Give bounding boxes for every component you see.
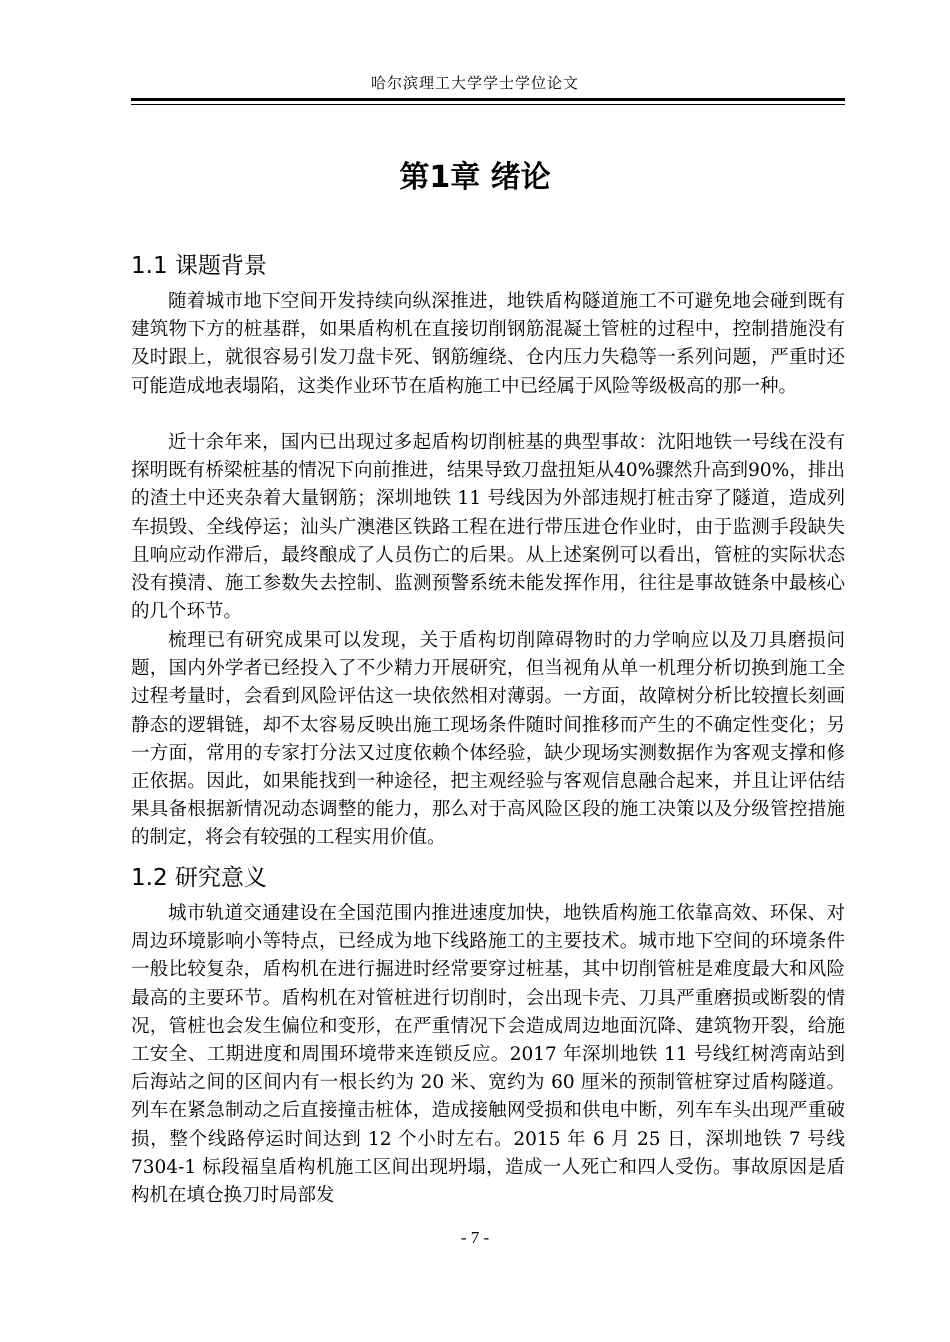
paragraph-1-1-3: 梳理已有研究成果可以发现，关于盾构切削障碍物时的力学响应以及刀具磨损问题，国内外学者已经投入了不少精力开展研究，但当视角从单一机理分析切换到施工全过程考量时，会看到风险评估这一块依然相对薄弱。一方面，故障树分析比较擅长刻画静态的逻辑链，却不太容易反映出施工现场条件随时间推移而产生的不确定性变化；另一方面，常用的专家打分法又过度依赖个体经验，缺少现场实测数据作为客观支撑和修正依据。因此，如果能找到一种途径，把主观经验与客观信息融合起来，并且让评估结果具备根据新情况动态调整的能力，那么对于高风险区段的施工决策以及分级管控措施的制定，将会有较强的工程实用价值。	[131, 630, 845, 849]
paragraph-1-1-1: 随着城市地下空间开发持续向纵深推进，地铁盾构隧道施工不可避免地会碰到既有建筑物下方的桩基群，如果盾构机在直接切削钢筋混凝土管桩的过程中，控制措施没有及时跟上，就很容易引发刀盘卡死、钢筋缠绕、仓内压力失稳等一系列问题，严重时还可能造成地表塌陷，这类作业环节在盾构施工中已经属于风险等级极高的那一种。	[131, 291, 845, 397]
header-rule-thin	[131, 104, 845, 105]
running-header: 哈尔滨理工大学学士学位论文	[370, 74, 579, 92]
paragraph-1-2-1: 城市轨道交通建设在全国范围内推进速度加快，地铁盾构施工依靠高效、环保、对周边环境影响小等特点，已经成为地下线路施工的主要技术。城市地下空间的环境条件一般比较复杂，盾构机在进行掘进时经常要穿过桩基，其中切削管桩是难度最大和风险最高的主要环节。盾构机在对管桩进行切削时，会出现卡壳、刀具严重磨损或断裂的情况，管桩也会发生偏位和变形，在严重情况下会造成周边地面沉降、建筑物开裂，给施工安全、工期进度和周围环境带来连锁反应。2017 年深圳地铁 11 号线红树湾南站到后海站之间的区间内有一根长约为 20 米、宽约为 60 厘米的预制管桩穿过盾构隧道。列车在紧急制动之后直接撞击桩体，造成接触网受损和供电中断，列车车头出现严重破损，整个线路停运时间达到 12 个小时左右。2015 年 6 月 25 日，深圳地铁 7 号线 7304-1 标段福皇盾构机施工区间出现坍塌，造成一人死亡和四人受伤。事故原因是盾构机在填仓换刀时局部发	[131, 903, 845, 1207]
page-number: - 7 -	[460, 1228, 490, 1247]
chapter-title: 第1章 绪论	[399, 160, 551, 195]
header-rule-thick	[131, 98, 845, 101]
section-heading-1-1: 1.1 课题背景	[131, 253, 267, 279]
paragraph-1-1-2: 近十余年来，国内已出现过多起盾构切削桩基的典型事故：沈阳地铁一号线在没有探明既有桥梁桩基的情况下向前推进，结果导致刀盘扭矩从40%骤然升高到90%，排出的渣土中还夹杂着大量钢筋；深圳地铁 11 号线因为外部违规打桩击穿了隧道，造成列车损毁、全线停运；汕头广澳港区铁路工程在进行带压进仓作业时，由于监测手段缺失且响应动作滞后，最终酿成了人员伤亡的后果。从上述案例可以看出，管桩的实际状态没有摸清、施工参数失去控制、监测预警系统未能发挥作用，往往是事故链条中最核心的几个环节。	[131, 432, 845, 623]
section-heading-1-2: 1.2 研究意义	[131, 865, 267, 891]
